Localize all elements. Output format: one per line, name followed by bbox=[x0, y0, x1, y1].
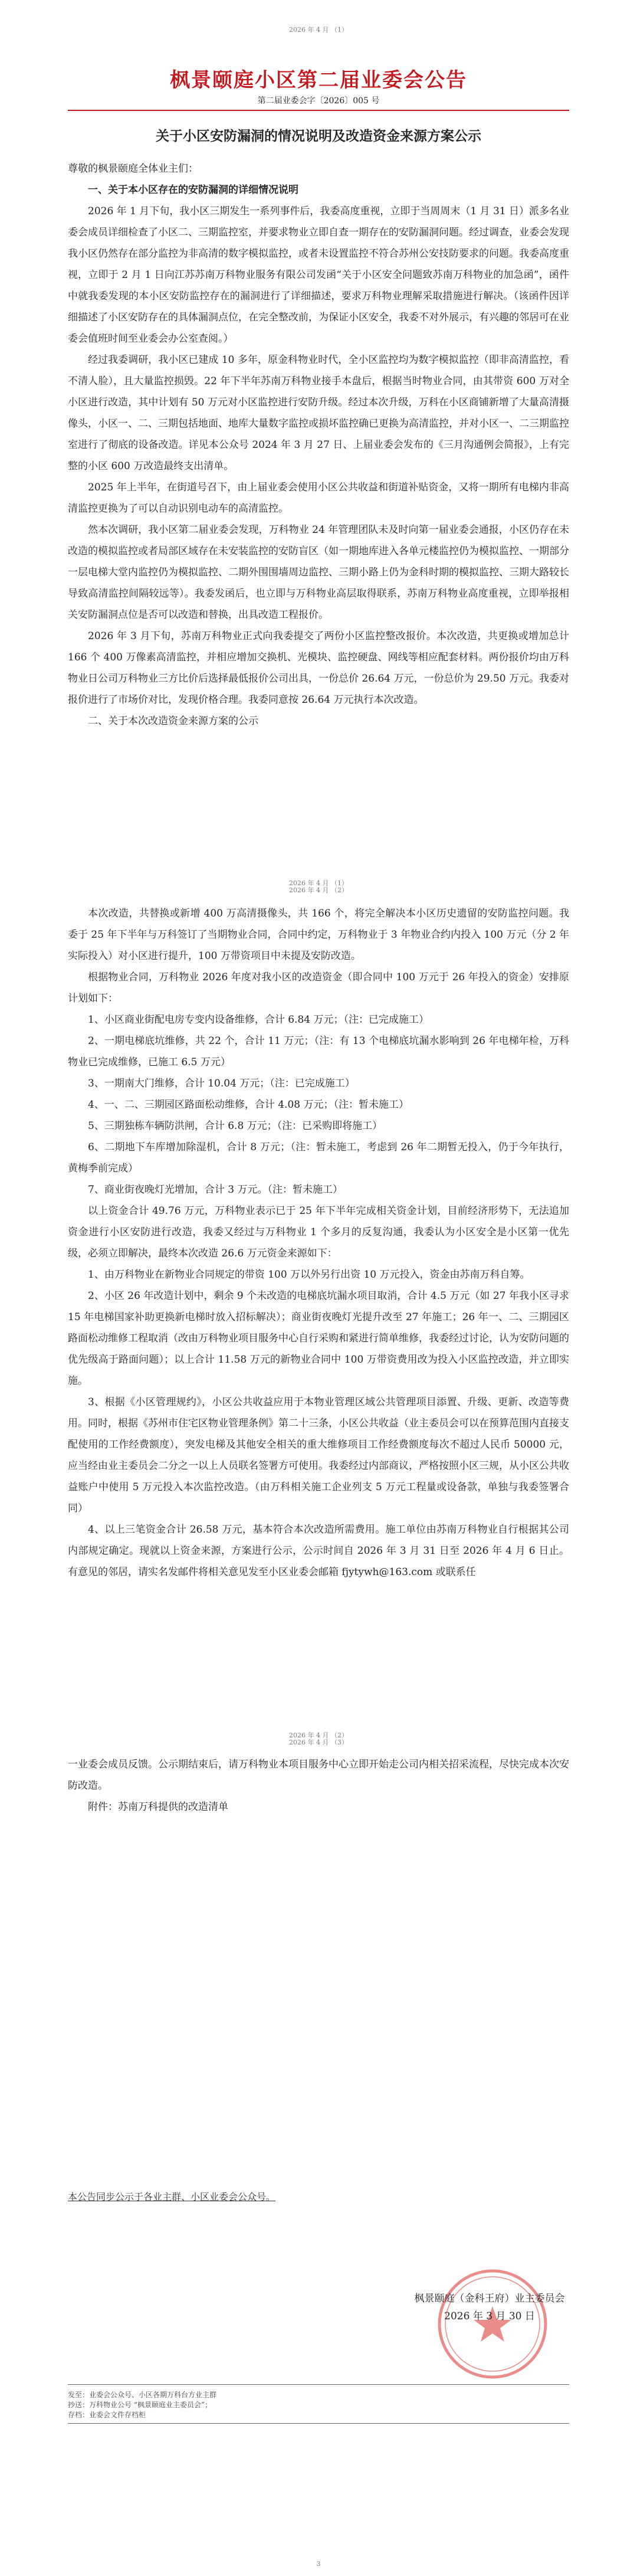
greeting: 尊敬的枫景颐庭全体业主们： bbox=[68, 163, 198, 175]
body-page-3 bbox=[68, 1754, 569, 1818]
plan-item: 5、三期独栋车辆防洪闸，合计 6.8 万元；（注：已采购即将施工） bbox=[88, 1120, 383, 1132]
signing-organization: 枫景颐庭（金科王府）业主委员会 bbox=[414, 2293, 565, 2305]
plan-item: 3、一期南大门维修，合计 10.04 万元；（注：已完成施工） bbox=[88, 1078, 355, 1089]
distribution-notes bbox=[68, 2390, 216, 2420]
body-page-2 bbox=[68, 903, 569, 1583]
page-marker: 2026 年 4 月 （1） bbox=[289, 26, 348, 34]
footer-divider bbox=[68, 2384, 569, 2385]
document-number: 第二届业委会字〔2026〕005 号 bbox=[257, 96, 380, 106]
note-line: 发至：业委会公众号、小区各期万科台方业主群 bbox=[68, 2391, 217, 2399]
section-2-title: 二、关于本次改造资金来源方案的公示 bbox=[88, 715, 258, 727]
plan-item: 4、一、二、三期园区路面松动维修，合计 4.08 万元；（注：暂未施工） bbox=[88, 1099, 409, 1111]
notice-title: 枫景颐庭小区第二届业委会公告 bbox=[170, 68, 467, 92]
page-marker: 2026 年 4 月 （1） bbox=[289, 879, 348, 887]
funding-item: 1、由万科物业在新物业合同规定的带资 100 万以外另行出资 10 万元投入，资金由苏南万科自筹。 bbox=[88, 1269, 530, 1281]
note-line: 存档：业委会文件存档柜 bbox=[68, 2411, 146, 2419]
body-page-1 bbox=[68, 158, 569, 732]
footer-divider bbox=[68, 2423, 569, 2424]
page-marker: 2026 年 4 月 （2） bbox=[289, 886, 348, 894]
funding-item: 3、根据《小区管理规约》，小区公共收益应用于本物业管理区域公共管理项目添置、升级、更新、改造等费用。同时，根据《苏州市住宅区物业管理条例》第二十三条，小区公共收益（业主委员会可以在预算范围内直接支配使用的工作经费额度），突发电梯及其他安全相关的重大维修项目工作经费额度每次不超过人民币 50000 元，应当经由业主委员会二分之一以上人员联名签署方可使用。我委经过内部商议，严格按照小区三规，从小区公共收益账户中使用 5 万元投入本次监控改造。（由万科相关施工企业列支 5 万元工程量或设备款，单独与我委签署合同） bbox=[68, 1396, 569, 1514]
page-marker: 2026 年 4 月 （2） bbox=[289, 1731, 348, 1739]
sync-notice: 本公告同步公示于各业主群、小区业委会公众号。 bbox=[68, 2191, 276, 2202]
page-number: 3 bbox=[316, 2560, 321, 2568]
paragraph: 2026 年 3 月下旬，苏南万科物业正式向我委提交了两份小区监控整改报价。本次改造，共更换或增加总计 166 个 400 万像素高清监控，并相应增加交换机、光模块、监控硬盘、网线等相应配套材料。两份报价均由万科物业日公司万科物业三方比价后选择最低报价公司出具，一份总价 26.64 万元，一份总价为 29.50 万元。我委对报价进行了市场价对比，发现价格合理。我委同意按 26.64 万元执行本次改造。 bbox=[68, 630, 569, 706]
paragraph: 然本次调研，我小区第二届业委会发现，万科物业 24 年管理团队未及时向第一届业委会通报，小区仍存在未改造的模拟监控或者局部区域存在未安装监控的安防盲区（如一期地库进入各单元楼监控仍为模拟监控、一期部分一层电梯大堂内监控仍为模拟监控、二期外围围墙周边监控、三期小路上仍为金科时期的模拟监控、三期大路较长导致高清监控间隔较远等）。我委发函后，也立即与万科物业高层取得联系，苏南万科物业高度重视，立即举报相关安防漏洞点位是否可以改造和替换，出具改造工程报价。 bbox=[68, 524, 569, 621]
paragraph: 根据物业合同，万科物业 2026 年度对我小区的改造资金（即合同中 100 万元于 26 年投入的资金）安排原计划如下： bbox=[68, 971, 569, 1004]
red-divider bbox=[68, 110, 569, 111]
section-1-title: 一、关于本小区存在的安防漏洞的详细情况说明 bbox=[88, 184, 298, 196]
plan-item: 6、二期地下车库增加除湿机，合计 8 万元；（注：暂未施工，考虑到 26 年二期暂无投入，仍于今年执行，黄梅季前完成） bbox=[68, 1141, 569, 1174]
attachment-line: 附件：苏南万科提供的改造清单 bbox=[88, 1801, 228, 1813]
funding-item: 4、以上三笔资金合计 26.58 万元，基本符合本次改造所需费用。施工单位由苏南万科物业自行根据其公司内部规定确定。现就以上资金来源，方案进行公示，公示时间自 2026 年 3 月 31 日至 2026 年 4 月 6 日止。有意见的邻居，请实名发邮件将相关意见发至小区业委会邮箱 fjytywh@163.com 或联系任 bbox=[68, 1524, 569, 1578]
funding-item: 2、小区 26 年改造计划中，剩余 9 个未改造的电梯底坑漏水项目取消，合计 4.5 万元（如 27 年我小区寻求 15 年电梯国家补助更换新电梯时放入招标解决）；商业街夜晚灯光提升改至 27 年施工；26 年一、二、三期园区路面松动维修工程取消（改由万科物业项目服务中心自行采购和紧进行简单维修，我委经过讨论，认为安防问题的优先级高于路面问题）；以上合计 11.58 万元的新物业合同中 100 万带资费用改为投入小区监控改造，并立即实施。 bbox=[68, 1290, 569, 1387]
paragraph: 以上资金合计 49.76 万元，万科物业表示已于 25 年下半年完成相关资金计划，目前经济形势下，无法追加资金进行小区安防进行改造，我委又经过与万科物业 1 个多月的反复沟通，我委认为小区安全是小区第一优先级，必须立即解决，最终本次改造 26.6 万元资金来源如下： bbox=[68, 1205, 569, 1259]
note-line: 抄送：万科物业公号 “枫景颐庭业主委员会”； bbox=[68, 2401, 212, 2409]
paragraph: 一业委会成员反馈。公示期结束后，请万科物业本项目服务中心立即开始走公司内相关招采流程，尽快完成本次安防改造。 bbox=[68, 1759, 569, 1792]
plan-item: 2、一期电梯底坑维修，共 22 个，合计 11 万元；（注：有 13 个电梯底坑漏水影响到 26 年电梯年检，万科物业已完成维修，已施工 6.5 万元） bbox=[68, 1035, 569, 1068]
signing-date: 2026 年 3 月 30 日 bbox=[444, 2310, 535, 2322]
paragraph: 2026 年 1 月下旬，我小区三期发生一系列事件后，我委高度重视，立即于当周周末（1 月 31 日）派多名业委会成员详细检查了小区二、三期监控室，并要求物业立即自查一期存在的安防漏洞问题。经过调查，业委会发现我小区仍然存在部分监控为非高清的数字模拟监控，或者未设置监控不符合苏州公安技防要求的问题。我委高度重视，立即于 2 月 1 日向江苏苏南万科物业服务有限公司发函“关于小区安全问题致苏南万科物业的加急函”，函件中就我委发现的本小区安防监控存在的漏洞进行了详细描述，要求万科物业理解采取措施进行解决。（该函件因详细描述了小区安防存在的具体漏洞点位，在完全整改前，为保证小区安全，我委不对外展示，有兴趣的邻居可在业委会值班时间至业委会办公室查阅。） bbox=[68, 205, 569, 345]
paragraph: 本次改造，共替换或新增 400 万高清摄像头，共 166 个，将完全解决本小区历史遗留的安防监控问题。我委于 25 年下半年与万科签订了当期物业合同，合同中约定，万科物业于 3 年物业合约内投入 100 万元（分 2 年实际投入）对小区进行提升，100 万带资项目中未提及安防改造。 bbox=[68, 908, 569, 962]
notice-subtitle: 关于小区安防漏洞的情况说明及改造资金来源方案公示 bbox=[156, 128, 481, 144]
paragraph: 经过我委调研，我小区已建成 10 多年，原金科物业时代，全小区监控均为数字模拟监控（即非高清监控，看不清人脸），且大量监控损毁。22 年下半年苏南万科物业接手本盘后，根据当时物业合同，由其带资 600 万对全小区进行改造，其中计划有 50 万元对小区监控进行安防升级。经过本次升级，万科在小区商铺新增了大量高清摄像头，小区一、二、三期包括地面、地库大量数字监控或损坏监控确已更换为高清监控，并对小区一、二三期监控室进行了彻底的设备改造。详见本公众号 2024 年 3 月 27 日、上届业委会发布的《三月沟通例会简报》，上有完整的小区 600 万改造最终支出清单。 bbox=[68, 354, 569, 472]
plan-item: 1、小区商业街配电房专变内设备维修，合计 6.84 万元；（注：已完成施工） bbox=[88, 1014, 429, 1026]
page-marker: 2026 年 4 月 （3） bbox=[289, 1739, 348, 1746]
paragraph: 2025 年上半年，在街道号召下，由上届业委会使用小区公共收益和街道补贴资金，又将一期所有电梯内非高清监控更换为了可以自动识别电动车的高清监控。 bbox=[68, 482, 569, 515]
plan-item: 7、商业街夜晚灯光增加，合计 3 万元。（注：暂未施工） bbox=[88, 1184, 343, 1196]
signature-block bbox=[401, 2290, 578, 2325]
